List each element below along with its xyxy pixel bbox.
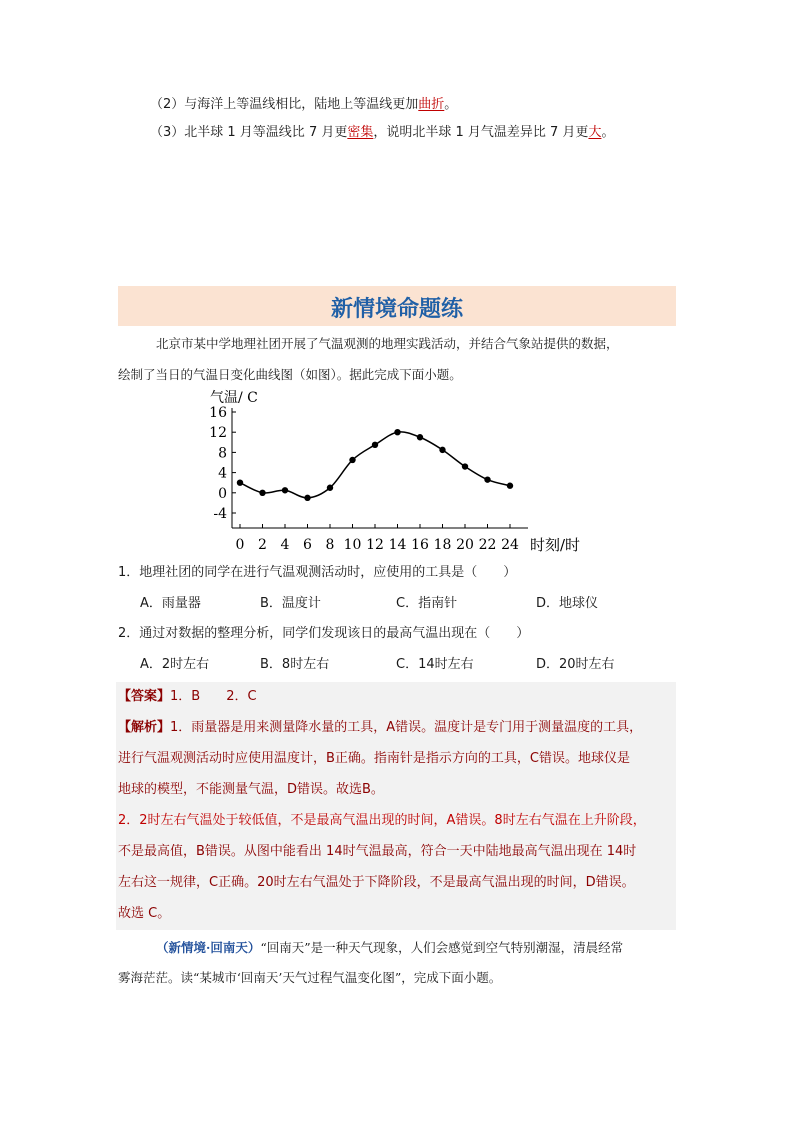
question-2-options xyxy=(140,657,660,673)
answer-label: 【答案】 xyxy=(118,689,171,704)
analysis-line-1 xyxy=(118,720,642,736)
section-banner xyxy=(118,286,676,326)
q2-option-a[interactable]: A．2时左右 xyxy=(140,657,210,672)
data-point xyxy=(327,485,333,491)
question-2-line xyxy=(150,97,457,113)
data-point xyxy=(304,495,310,501)
analysis-line-2: 进行气温观测活动时应使用温度计，B正确。指南针是指示方向的工具，C错误。地球仪是 xyxy=(118,751,630,766)
y-tick-label: 0 xyxy=(218,485,227,502)
data-point xyxy=(259,490,265,496)
analysis-1-text-1: 1．雨量器是用来测量降水量的工具，A错误。温度计是专门用于测量温度的工具， xyxy=(170,720,643,735)
q2-option-c[interactable]: C．14时左右 xyxy=(396,657,474,672)
q1-option-d[interactable]: D．地球仪 xyxy=(536,596,599,611)
data-point xyxy=(417,434,423,440)
x-tick-label: 8 xyxy=(325,537,335,553)
y-tick-label: 8 xyxy=(218,445,227,462)
y-tick-label: 4 xyxy=(218,465,227,482)
q1-option-b[interactable]: B．温度计 xyxy=(260,596,321,611)
next-tag: （新情境·回南天） xyxy=(156,940,261,955)
x-tick-label: 22 xyxy=(478,537,497,553)
q2-option-d[interactable]: D．20时左右 xyxy=(536,657,615,672)
x-tick-label: 4 xyxy=(280,537,290,553)
answer-text: 1．B 2．C xyxy=(170,689,257,704)
analysis-2-line-3: 左右这一规律，C正确。20时左右气温处于下降阶段，不是最高气温出现的时间，D错误。 xyxy=(118,875,635,890)
q3-answer-1: 密集 xyxy=(347,125,374,140)
intro-line-1: 北京市某中学地理社团开展了气温观测的地理实践活动，并结合气象站提供的数据， xyxy=(156,336,619,351)
data-point xyxy=(349,457,355,463)
analysis-line-3: 地球的模型，不能测量气温，D错误。故选B。 xyxy=(118,782,384,797)
analysis-label: 【解析】 xyxy=(118,720,171,735)
q2-suffix: 。 xyxy=(444,97,458,112)
y-axis-label: 气温/ C xyxy=(210,390,258,406)
q3-answer-2: 大 xyxy=(588,125,602,140)
x-tick-label: 20 xyxy=(456,537,474,553)
question-3-line xyxy=(150,125,614,141)
question-1: 1．地理社团的同学在进行气温观测活动时，应使用的工具是（ ） xyxy=(118,565,517,580)
question-1-options xyxy=(140,596,660,612)
x-tick-label: 6 xyxy=(303,537,312,553)
data-point xyxy=(282,487,288,493)
x-tick-label: 24 xyxy=(501,537,519,553)
answer-line xyxy=(118,689,257,705)
y-tick-label: -4 xyxy=(213,506,227,522)
x-tick-label: 10 xyxy=(343,537,362,553)
analysis-2-line-4: 故选 C。 xyxy=(118,906,171,921)
x-tick-label: 16 xyxy=(411,537,429,553)
q1-option-a[interactable]: A．雨量器 xyxy=(140,596,201,611)
x-tick-label: 2 xyxy=(258,537,267,553)
y-tick-label: 16 xyxy=(209,405,227,421)
data-point xyxy=(462,463,468,469)
y-tick-label: 12 xyxy=(209,425,227,442)
section-title: 新情境命题练 xyxy=(330,297,463,322)
data-point xyxy=(484,476,490,482)
temperature-chart xyxy=(196,388,596,556)
q2-text: （2）与海洋上等温线相比，陆地上等温线更加 xyxy=(150,97,419,112)
data-point xyxy=(237,480,243,486)
q3-text-b: ，说明北半球 1 月气温差异比 7 月更 xyxy=(373,125,589,140)
x-tick-label: 18 xyxy=(433,537,452,553)
q1-option-c[interactable]: C．指南针 xyxy=(396,596,458,611)
data-point xyxy=(372,442,378,448)
analysis-2-line-2: 不是最高值，B错误。从图中能看出 14时气温最高，符合一天中陆地最高气温出现在 14时 xyxy=(118,844,637,859)
next-intro-text-1: “回南天”是一种天气现象，人们会感觉到空气特别潮湿，清晨经常 xyxy=(260,940,624,955)
analysis-2-line-1: 2．2时左右气温处于较低值，不是最高气温出现的时间，A错误。8时左右气温在上升阶段， xyxy=(118,813,646,828)
q2-option-b[interactable]: B．8时左右 xyxy=(260,657,330,672)
x-tick-label: 12 xyxy=(366,537,384,553)
q3-text-a: （3）北半球 1 月等温线比 7 月更 xyxy=(150,125,348,140)
intro-line-2: 绘制了当日的气温日变化曲线图（如图）。据此完成下面小题。 xyxy=(118,367,462,382)
data-point xyxy=(394,429,400,435)
x-tick-label: 0 xyxy=(235,537,245,553)
next-intro-line-1 xyxy=(156,940,623,956)
question-2: 2．通过对数据的整理分析，同学们发现该日的最高气温出现在（ ） xyxy=(118,626,530,641)
data-point xyxy=(507,483,513,489)
q2-answer: 曲折 xyxy=(418,97,445,112)
next-intro-line-2: 雾海茫茫。读“某城市‘回南天’天气过程气温变化图”，完成下面小题。 xyxy=(118,970,502,985)
q3-text-c: 。 xyxy=(601,125,615,140)
x-tick-label: 14 xyxy=(388,537,407,553)
x-axis-label: 时刻/时 xyxy=(530,536,581,554)
data-point xyxy=(439,447,445,453)
